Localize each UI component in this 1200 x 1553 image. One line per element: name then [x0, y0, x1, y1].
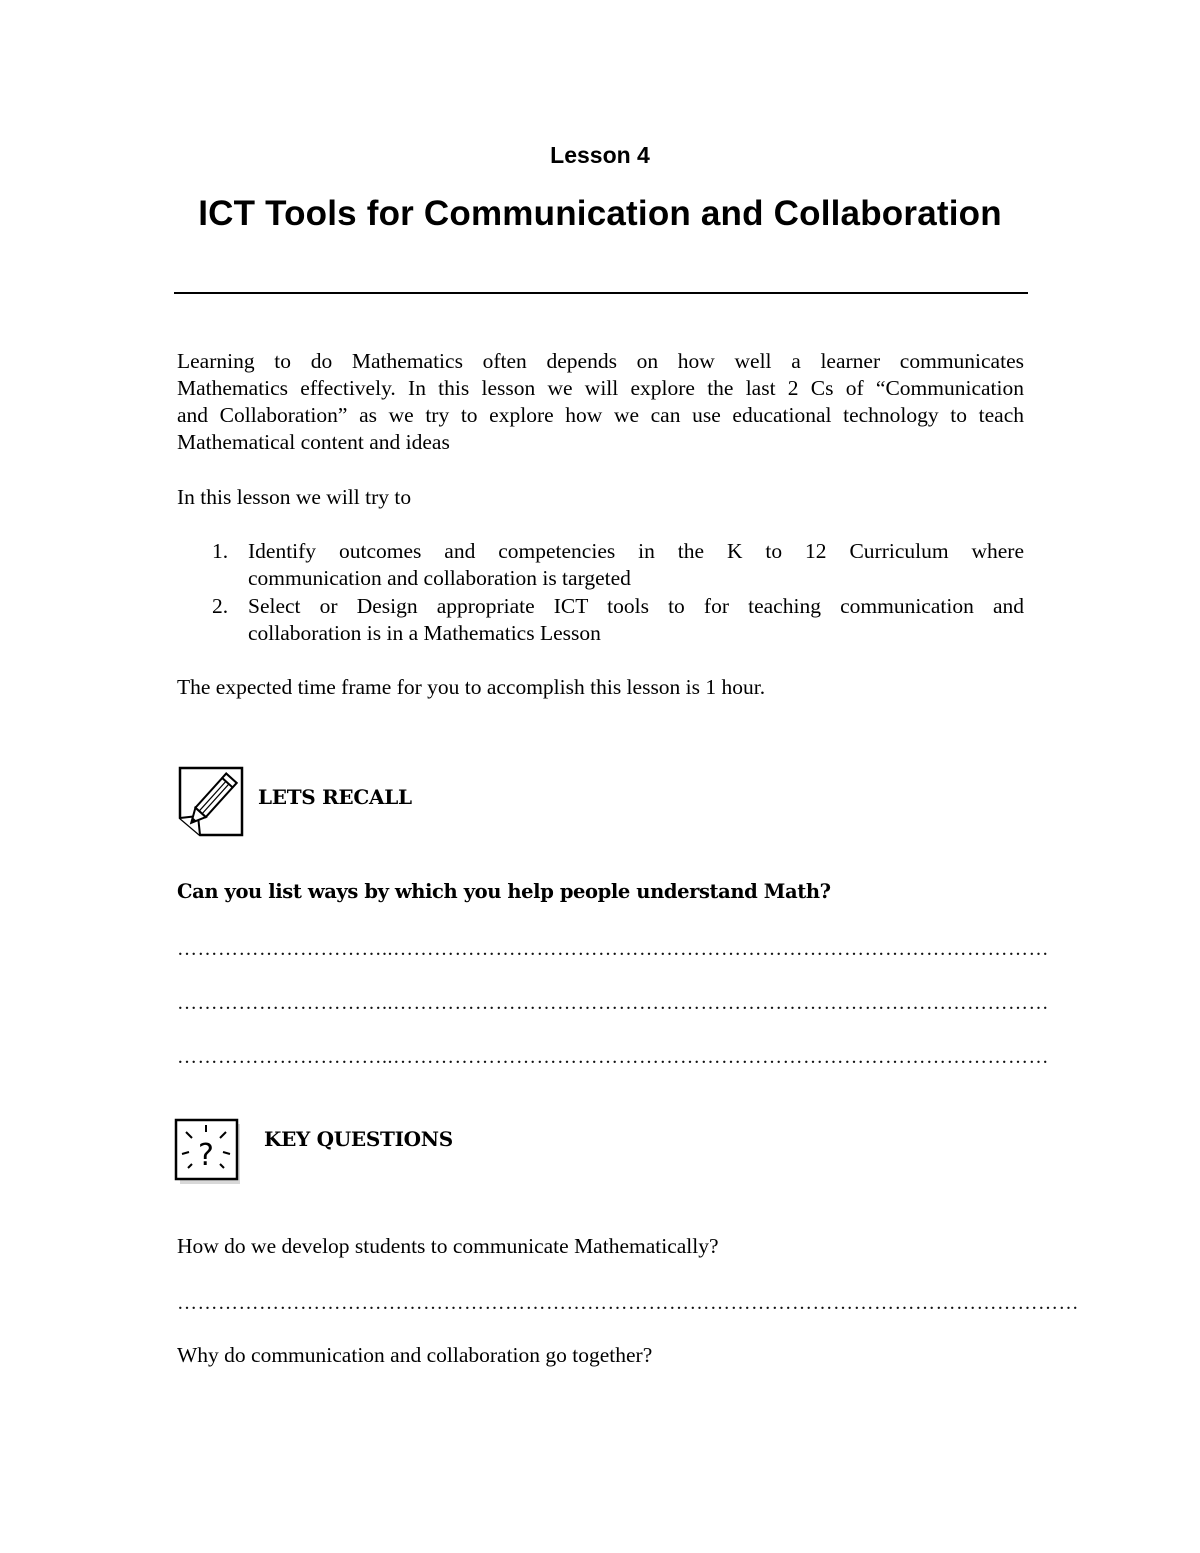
- objective-line: Select or Design appropriate ICT tools to for teaching communication and: [248, 594, 1024, 618]
- answer-line[interactable]: ……………………………………………………………………………………………………………………: [177, 1292, 1079, 1314]
- key-question-1: How do we develop students to communicate Mathematically?: [177, 1234, 719, 1258]
- section-heading-key-questions: KEY QUESTIONS: [264, 1127, 453, 1151]
- objective-line: communication and collaboration is targeted: [248, 566, 631, 590]
- recall-question: Can you list ways by which you help people understand Math?: [177, 880, 831, 903]
- intro-line: Mathematical content and ideas: [177, 430, 450, 454]
- pencil-note-icon: [176, 766, 246, 838]
- section-heading-lets-recall: LETS RECALL: [258, 785, 412, 809]
- objective-line: Identify outcomes and competencies in the K to 12 Curriculum where: [248, 539, 1024, 563]
- page-title: ICT Tools for Communication and Collaboration: [198, 194, 1002, 233]
- key-question-2: Why do communication and collaboration go together?: [177, 1343, 653, 1367]
- objectives-lead: In this lesson we will try to: [177, 485, 412, 509]
- intro-line: Mathematics effectively. In this lesson we will explore the last 2 Cs of “Communication: [177, 376, 1024, 400]
- objective-item: [248, 593, 1024, 647]
- answer-line[interactable]: …………………………..……………………………………………………………………………………: [177, 992, 1049, 1014]
- objective-number: 2.: [212, 594, 229, 618]
- svg-text:?: ?: [198, 1138, 214, 1173]
- answer-line[interactable]: …………………………..……………………………………………………………………………………: [177, 938, 1049, 960]
- intro-line: and Collaboration” as we try to explore how we can use educational technology to teach: [177, 403, 1024, 427]
- title-divider: [174, 292, 1028, 294]
- intro-line: Learning to do Mathematics often depends on how well a learner communicates: [177, 349, 1024, 373]
- timeframe-text: The expected time frame for you to accomplish this lesson is 1 hour.: [177, 675, 766, 699]
- answer-line[interactable]: …………………………..……………………………………………………………………………………: [177, 1046, 1049, 1068]
- objective-item: [248, 538, 1024, 592]
- objective-line: collaboration is in a Mathematics Lesson: [248, 621, 601, 645]
- question-mark-icon: [174, 1118, 244, 1186]
- objective-number: 1.: [212, 539, 229, 563]
- intro-paragraph: [177, 348, 1024, 456]
- lesson-label: Lesson 4: [550, 142, 650, 168]
